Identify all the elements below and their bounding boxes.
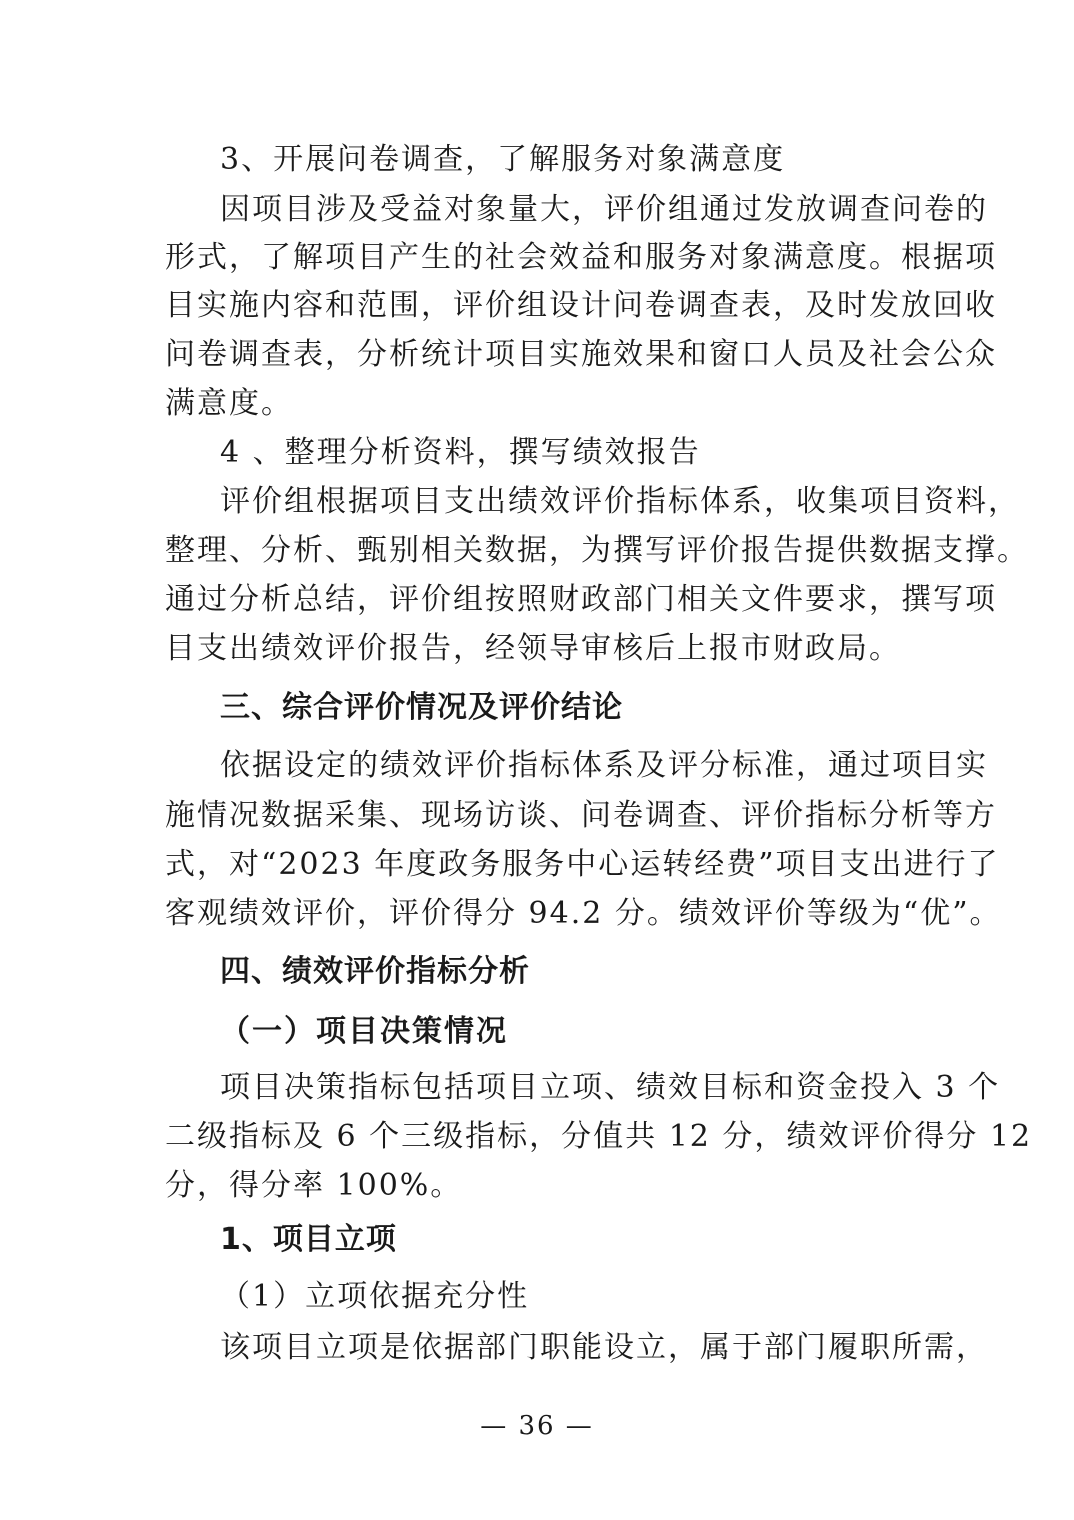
paragraph-line: 二级指标及 6 个三级指标，分值共 12 分，绩效评价得分 12 <box>165 1119 1033 1154</box>
item1-subtitle: （1）立项依据充分性 <box>220 1279 530 1314</box>
paragraph-line: 目支出绩效评价报告，经领导审核后上报市财政局。 <box>165 631 901 666</box>
item4-title: 4 、整理分析资料，撰写绩效报告 <box>220 435 701 470</box>
paragraph-line: 项目决策指标包括项目立项、绩效目标和资金投入 3 个 <box>220 1070 1001 1105</box>
paragraph-line: 式，对“2023 年度政务服务中心运转经费”项目支出进行了 <box>165 847 1000 882</box>
section-heading-three: 三、综合评价情况及评价结论 <box>220 690 623 725</box>
section-heading-four: 四、绩效评价指标分析 <box>220 954 530 989</box>
paragraph-line: 施情况数据采集、现场访谈、问卷调查、评价指标分析等方 <box>165 798 997 833</box>
item1-title: 1、项目立项 <box>220 1222 397 1257</box>
paragraph-line: 该项目立项是依据部门职能设立，属于部门履职所需， <box>220 1330 988 1365</box>
paragraph-line: 整理、分析、甄别相关数据，为撰写评价报告提供数据支撑。 <box>165 533 1029 568</box>
page-number: — 36 — <box>480 1411 594 1441</box>
paragraph-line: 因项目涉及受益对象量大，评价组通过发放调查问卷的 <box>220 192 988 227</box>
paragraph-line: 满意度。 <box>165 386 293 421</box>
paragraph-line: 客观绩效评价，评价得分 94.2 分。绩效评价等级为“优”。 <box>165 896 1002 931</box>
paragraph-line: 分，得分率 100%。 <box>165 1168 463 1203</box>
paragraph-line: 形式，了解项目产生的社会效益和服务对象满意度。根据项 <box>165 240 997 275</box>
item3-title: 3、开展问卷调查，了解服务对象满意度 <box>220 142 786 177</box>
paragraph-line: 目实施内容和范围，评价组设计问卷调查表，及时发放回收 <box>165 288 997 323</box>
paragraph-line: 评价组根据项目支出绩效评价指标体系，收集项目资料， <box>220 484 1020 519</box>
subsection-heading: （一）项目决策情况 <box>220 1014 508 1049</box>
paragraph-line: 问卷调查表，分析统计项目实施效果和窗口人员及社会公众 <box>165 337 997 372</box>
paragraph-line: 通过分析总结，评价组按照财政部门相关文件要求，撰写项 <box>165 582 997 617</box>
paragraph-line: 依据设定的绩效评价指标体系及评分标准，通过项目实 <box>220 748 988 783</box>
